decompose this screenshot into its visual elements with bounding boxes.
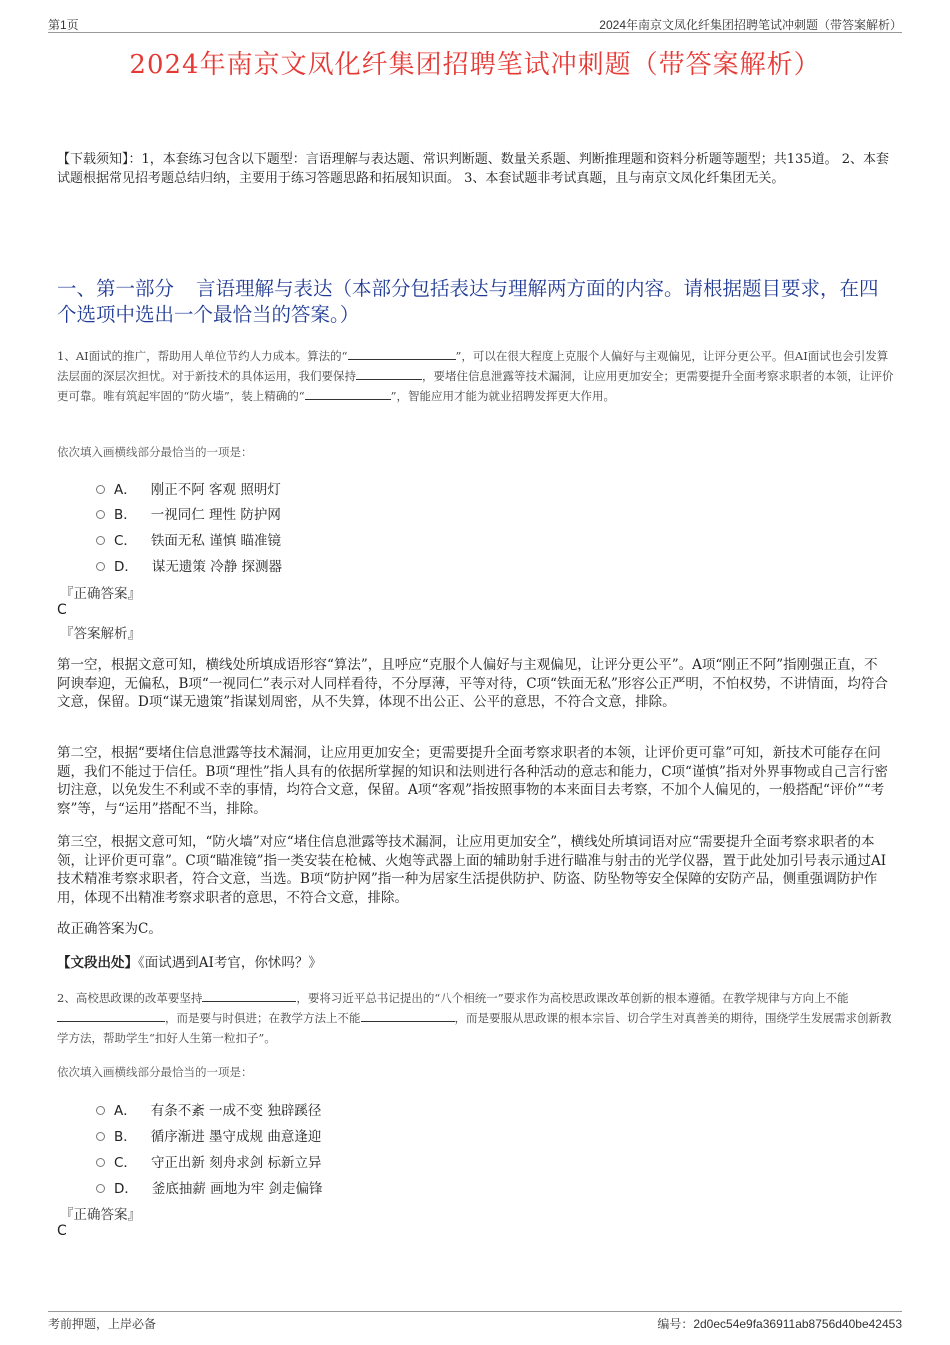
passage-source: 【文段出处】《面试遇到AI考官，你怵吗？》 [57,955,322,971]
section-label: 一、第一部分 [57,277,175,300]
page-header [48,14,902,33]
radio-icon[interactable] [96,1184,105,1193]
question-2-prompt: 依次填入画横线部分最恰当的一项是： [57,1065,253,1079]
question-1-option-d[interactable]: D． 谋无遗策 冷静 探测器 [96,555,282,575]
radio-icon[interactable] [96,510,105,519]
fill-blank [348,347,456,360]
question-1-option-b[interactable]: B． 一视同仁 理性 防护网 [96,503,281,523]
fill-blank [356,367,422,380]
page-number: 第1页 [48,18,79,32]
correct-answer-label: 『正确答案』 [60,1207,141,1223]
radio-icon[interactable] [96,562,105,571]
footer-slogan: 考前押题，上岸必备 [48,1317,157,1331]
analysis-paragraph: 第三空，根据文意可知，“防火墙”对应“堵住信息泄露等技术漏洞，让应用更加安全”，横线处所填词语对应“需要提升全面考察求职者的本领，让评价更可靠”。C项“瞄准镜”指一类安装在枪械、火炮等武器上面的辅助射手进行瞄准与射击的光学仪器，置于此处加引号表示通过AI技术精准考察求职者，符合文意，当选。B项“防护网”指一种为居家生活提供防护、防盗、防坠物等安全保障的安防产品，侧重强调防护作用，体现不出精准考察求职者的意思，不符合文意，排除。 [57,834,887,906]
page-title: 2024年南京文凤化纤集团招聘笔试冲刺题（带答案解析） [129,50,821,80]
analysis-conclusion: 故正确答案为C。 [57,921,162,937]
question-2-option-b[interactable]: B． 循序渐进 墨守成规 曲意逢迎 [96,1125,321,1145]
correct-answer-label: 『正确答案』 [60,586,141,602]
radio-icon[interactable] [96,536,105,545]
fill-blank [305,387,391,400]
radio-icon[interactable] [96,1132,105,1141]
question-2-option-d[interactable]: D． 釜底抽薪 画地为牢 剑走偏锋 [96,1177,323,1197]
correct-answer-value: C [57,602,67,618]
correct-answer-value: C [57,1223,67,1239]
question-2-option-a[interactable]: A． 有条不紊 一成不变 独辟蹊径 [96,1099,321,1119]
header-doc-title: 2024年南京文凤化纤集团招聘笔试冲刺题（带答案解析） [599,18,902,32]
fill-blank [202,989,296,1002]
fill-blank [57,1009,165,1022]
radio-icon[interactable] [96,485,105,494]
radio-icon[interactable] [96,1158,105,1167]
question-1-prompt: 依次填入画横线部分最恰当的一项是： [57,445,253,459]
analysis-paragraph: 第一空，根据文意可知，横线处所填成语形容“算法”，且呼应“克服个人偏好与主观偏见，让评分更公平”。A项“刚正不阿”指刚强正直，不阿谀奉迎，无偏私，B项“一视同仁”表示对人同样看待，不分厚薄，平等对待，C项“铁面无私”形容公正严明，不怕权势，不讲情面，均符合文意，保留。D项“谋无遗策”指谋划周密，从不失算，体现不出公正、公平的意思，不符合文意，排除。 [57,657,888,710]
analysis-paragraph: 第二空，根据“要堵住信息泄露等技术漏洞，让应用更加安全；更需要提升全面考察求职者的本领，让评价更可靠”可知，新技术可能存在问题，我们不能过于信任。B项“理性”指人具有的依据所掌握的知识和法则进行各种活动的意志和能力，C项“谨慎”指对外界事物或自己言行密切注意，以免发生不利或不幸的事情，均符合文意，保留。A项“客观”指按照事物的本来面目去考察，不加个人偏见的，一般搭配“评价”“考察”等，与“运用”搭配不当，排除。 [57,745,888,817]
radio-icon[interactable] [96,1106,105,1115]
footer-code: 编号：2d0ec54e9fa36911ab8756d40be42453 [657,1317,902,1331]
question-2-option-c[interactable]: C． 守正出新 刻舟求剑 标新立异 [96,1151,322,1171]
page-footer [48,1311,902,1331]
fill-blank [361,1009,455,1022]
section-heading [57,276,895,328]
section-text: 言语理解与表达（本部分包括表达与理解两方面的内容。请根据题目要求，在四个选项中选出一个最恰当的答案。） [57,277,879,326]
question-1-stem: 1、AI面试的推广，帮助用人单位节约人力成本。算法的“ ”，可以在很大程度上克服个人偏好与主观偏见，让评分更公平。但AI面试也会引发算法层面的深层次担忧。对于新技术的具体运用，我们要保持 ，要堵住信息泄露等技术漏洞，让应用更加安全；更需要提升全面考察求职者的本领，让评价更可靠。唯有筑起牢固的“防火墙”，装上精确的“ ”，智能应用才能为就业招聘发挥更大作用。 [57,349,894,403]
analysis-label: 『答案解析』 [60,626,141,642]
question-2-stem: 2、高校思政课的改革要坚持 ，要将习近平总书记提出的“八个相统一”要求作为高校思政课改革创新的根本遵循。在教学规律与方向上不能，而是要与时俱进；在教学方法上不能 ，而是要服从思政课的根本宗旨、切合学生对真善美的期待，围绕学生发展需求创新教学方法，帮助学生“扣好人生第一粒扣子”。 [57,991,892,1045]
question-1-option-c[interactable]: C． 铁面无私 谨慎 瞄准镜 [96,529,281,549]
download-notice: 【下载须知】：1，本套练习包含以下题型：言语理解与表达题、常识判断题、数量关系题、判断推理题和资料分析题等题型；共135道。 2、本套试题根据常见招考题总结归纳，主要用于练习答题思路和拓展知识面。 3、本套试题非考试真题，且与南京文凤化纤集团无关。 [57,152,889,186]
question-1-option-a[interactable]: A． 刚正不阿 客观 照明灯 [96,478,281,498]
